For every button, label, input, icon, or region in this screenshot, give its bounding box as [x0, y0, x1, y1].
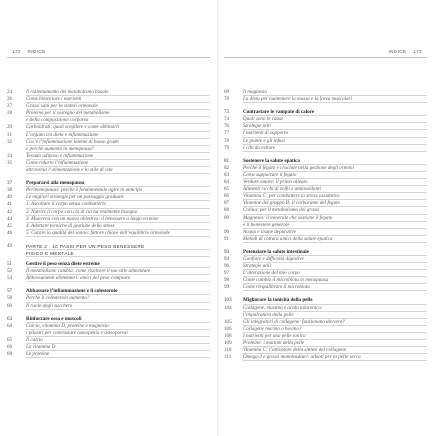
toc-page-number: 24 [7, 89, 13, 95]
toc-entry-title: 5. Curare la qualità del sonno: fattore chiave dell’equilibrio ormonale [26, 229, 170, 236]
left-toc-column [7, 89, 210, 358]
toc-entry-title: Potenziare la salute intestinale [243, 248, 309, 255]
toc-entry [7, 303, 210, 310]
toc-page-number: 98 [224, 277, 230, 284]
toc-page-number: 66 [7, 344, 13, 350]
toc-entry-title: Gli integratori di collagene: funzionano davvero? [243, 318, 345, 325]
toc-page-number: 85 [224, 186, 230, 193]
toc-entry [7, 230, 210, 237]
toc-chapter [224, 109, 427, 116]
toc-page-number: 54 [7, 275, 13, 282]
toc-page-number: 88 [224, 207, 230, 214]
toc-entry [224, 207, 427, 214]
toc-chapter [224, 297, 427, 304]
toc-entry-title: 4. Adottare tecniche di gestione dello stress [26, 222, 115, 229]
toc-entry [224, 305, 427, 312]
right-page-number: 173 [413, 49, 422, 54]
toc-page-number: 60 [7, 302, 13, 309]
toc-entry [224, 229, 427, 236]
toc-entry [7, 132, 210, 139]
toc-entry [7, 223, 210, 230]
toc-page-number: 57 [7, 288, 13, 295]
toc-entry [224, 123, 427, 130]
toc-entry [224, 165, 427, 172]
toc-entry-title: La vitamina D [26, 344, 56, 350]
toc-entry-title: L’organo tra dieta e infiammazione [26, 131, 99, 138]
toc-row-rule [26, 256, 210, 257]
toc-page-number: 64 [7, 322, 13, 329]
toc-page-number: 78 [224, 137, 230, 144]
toc-entry [7, 194, 210, 201]
right-section-title: INDICE [388, 49, 407, 54]
toc-page-number: 104 [224, 304, 232, 311]
toc-entry-title: FISICO E MENTALE [26, 250, 74, 256]
toc-entry-title: PARTE 2 · 10 PASSI PER UN PESO BENESSERE [26, 243, 145, 249]
toc-entry [224, 236, 427, 243]
toc-row-rule [243, 242, 427, 243]
toc-entry [224, 200, 427, 207]
toc-entry-title: Sostenere la salute epatica [243, 157, 300, 164]
toc-entry-title: Come riequilibrare il microbiota [243, 284, 310, 291]
toc-entry-title: Abbassamenti alimentari: amici del peso composto [26, 275, 131, 282]
toc-entry-title: Perché il colesterolo aumenta? [26, 295, 90, 302]
toc-page-number: 41 [7, 201, 13, 208]
toc-entry-title: Quali sono le cause [243, 116, 284, 123]
toc-entry [7, 209, 210, 216]
right-running-head [388, 49, 427, 54]
toc-entry [224, 319, 427, 326]
toc-entry [7, 295, 210, 302]
toc-part-heading [7, 250, 210, 257]
toc-page-number: 105 [224, 318, 232, 325]
toc-entry-title: Vitamina C: per combattere lo stress ossidativo [243, 193, 340, 200]
toc-entry-title: Alimenti ricchi di zolfo e antiossidanti [243, 186, 321, 193]
toc-entry [7, 268, 210, 275]
toc-page-number: 89 [224, 214, 230, 221]
toc-page-number: 69 [224, 89, 230, 95]
toc-entry [224, 222, 427, 229]
toc-entry [7, 96, 210, 103]
toc-entry-title: Come bilanciare i nutrienti [26, 96, 82, 103]
toc-entry-title: e perché aumenta in menopausa? [26, 145, 95, 152]
toc-page-number: 76 [224, 123, 230, 130]
toc-entry [224, 145, 427, 152]
toc-page-number: 58 [7, 295, 13, 302]
toc-entry-title: Contrastare le vampate di calore [243, 109, 315, 116]
toc-part-heading [7, 243, 210, 250]
toc-entry-title: Come supportare il fegato [243, 171, 297, 178]
toc-page-number: 51 [7, 261, 13, 268]
left-page-number: 172 [12, 49, 21, 54]
toc-page-number: 40 [7, 194, 13, 201]
toc-entry-title: Vitamine del gruppo B: il carburante del fegato [243, 200, 341, 207]
toc-entry-title: Il magnesio [243, 89, 267, 95]
toc-chapter [7, 316, 210, 323]
toc-page-number: 103 [224, 297, 232, 304]
toc-row-rule [243, 151, 427, 152]
toc-entry [7, 160, 210, 167]
toc-page-number: 31 [7, 131, 13, 138]
toc-entry-title: La dieta per mantenere la massa e la forza muscolari [243, 96, 352, 103]
toc-entry-title: Carboidrati: quali scegliere e come abbinarli [26, 124, 120, 131]
toc-entry [7, 124, 210, 131]
toc-row-rule [243, 102, 427, 103]
right-header-rule [224, 57, 427, 58]
toc-page-number: 110 [224, 347, 232, 354]
toc-entry-title: Il ruolo degli zucchero [26, 302, 73, 309]
toc-entry-title: Perimenopausa: perché è fondamentale agire in anticipo [26, 187, 143, 194]
toc-entry-title: Prepararsi alla menopausa [26, 180, 85, 187]
toc-page-number: 29 [7, 124, 13, 131]
toc-page-number: 26 [7, 96, 13, 103]
toc-entry [224, 347, 427, 354]
toc-entry [224, 215, 427, 222]
toc-entry-title: Collagene marino o bovino? [243, 325, 302, 332]
toc-entry-title: Strategie utili [243, 263, 271, 270]
toc-entry [7, 117, 210, 124]
toc-entry-title: Le piante e gli infusi [243, 137, 285, 144]
toc-entry-title: I nutrienti di supporto [243, 130, 289, 137]
book-gutter [217, 0, 219, 436]
toc-page-number: 52 [7, 268, 13, 275]
toc-row-rule [26, 309, 210, 310]
toc-entry-title: Abbassare l’infiammazione e il colesterolo [26, 288, 118, 295]
toc-entry-title: Le proteine [26, 351, 50, 358]
toc-entry-title: Calcio, vitamina D, proteine e magnesio: [26, 322, 111, 329]
left-section-title: INDICE [27, 49, 46, 54]
toc-page-number: 81 [224, 157, 230, 164]
toc-page-number: 99 [224, 284, 230, 291]
toc-chapter [224, 249, 427, 256]
toc-chapter [7, 261, 210, 268]
right-toc-column [224, 89, 427, 361]
toc-entry [224, 340, 427, 347]
toc-entry [224, 277, 427, 284]
toc-entry-title: Gestire il peso senza diete estreme [26, 261, 100, 268]
toc-page-number: 44 [7, 215, 13, 222]
toc-entry-title: e il benessere generale [243, 221, 290, 228]
toc-page-number: 73 [224, 109, 230, 116]
toc-entry-title: Il rallentamento del metabolismo basale [26, 89, 109, 95]
toc-entry-title: i pilastri per contrastare osteopenia e osteoporosi [26, 329, 128, 336]
toc-page-number: 86 [224, 193, 230, 200]
toc-page-number: 34 [7, 152, 13, 159]
toc-entry [224, 270, 427, 277]
toc-entry [224, 116, 427, 123]
toc-page-number: 37 [7, 180, 13, 187]
toc-entry [7, 323, 210, 330]
toc-entry [224, 263, 427, 270]
toc-chapter [7, 288, 210, 295]
toc-row-rule [243, 290, 427, 291]
toc-entry-title: Colina: per il metabolismo dei grassi [243, 207, 320, 214]
toc-entry [7, 153, 210, 160]
toc-entry [7, 146, 210, 153]
toc-entry [224, 284, 427, 291]
toc-entry-title: Verdure amare: il primo alleato [243, 179, 308, 186]
toc-entry [7, 201, 210, 208]
toc-entry-title: Tessuto adiposo e infiammazione [26, 152, 94, 159]
toc-page-number: 87 [224, 200, 230, 207]
toc-page-number: 90 [224, 228, 230, 235]
toc-page-number: 65 [7, 336, 13, 343]
toc-entry-title: Magnesio: il minerale che sostiene il fegato [243, 214, 333, 221]
toc-entry-title: Metodi di cottura amici della salute epatica [243, 235, 333, 242]
toc-page-number: 35 [7, 159, 13, 166]
toc-page-number: 63 [7, 315, 13, 322]
toc-page-number: 82 [224, 164, 230, 171]
toc-entry-title: L’alterazione del mio corpo [243, 270, 300, 277]
toc-page-number: 49 [7, 242, 13, 249]
toc-entry-title: Grassi sani per la sintesi ormonale [26, 103, 98, 110]
toc-chapter [224, 158, 427, 165]
toc-page-number: 46 [7, 229, 13, 236]
toc-page-number: 93 [224, 248, 230, 255]
toc-entry-title: Come ridurre l’infiammazione [26, 159, 89, 166]
toc-entry [224, 172, 427, 179]
toc-page-number: 32 [7, 138, 13, 145]
toc-entry-title: Collagene, elastina e acido ialuronico: [243, 304, 323, 311]
toc-entry [224, 256, 427, 263]
toc-page-number: 77 [224, 130, 230, 137]
toc-entry-title: 1. Ascoltare il corpo senza combatterlo [26, 201, 107, 208]
toc-entry-title: Il metabolismo cambia: come risolvere il tuo stile alimentare [26, 268, 151, 275]
toc-entry [224, 312, 427, 319]
toc-entry [224, 333, 427, 340]
toc-entry [7, 139, 210, 146]
toc-page-number: 79 [224, 144, 230, 151]
toc-entry-title: Proteine: i mattoni della pelle [243, 340, 305, 346]
toc-page-number: 68 [7, 351, 13, 358]
toc-entry-title: Strategie utili [243, 123, 271, 130]
left-header-rule [7, 57, 210, 58]
toc-page-number: 111 [224, 354, 232, 361]
toc-page-number: 38 [7, 187, 13, 194]
toc-page-number: 27 [7, 103, 13, 110]
toc-entry-title: Migliorare la tonicità della pelle [243, 297, 313, 304]
toc-page-number: 83 [224, 171, 230, 178]
toc-entry-title: Omega-3 e grassi monoinsaturi: alleati per la pelle secca [243, 354, 361, 361]
toc-entry [7, 351, 210, 358]
toc-entry [7, 167, 210, 174]
toc-entry [7, 187, 210, 194]
toc-entry-title: Il calcio [26, 336, 43, 343]
toc-entry-title: Come cambia il microbiota in menopausa [243, 277, 329, 284]
toc-entry [224, 96, 427, 103]
toc-entry [224, 186, 427, 193]
toc-entry [224, 138, 427, 145]
toc-entry-title: Vitamina C: l’attivatore della sintesi del collagene [243, 347, 346, 354]
toc-page-number: 42 [7, 208, 13, 215]
toc-page-number: 97 [224, 270, 230, 277]
toc-row-rule [26, 173, 210, 174]
toc-page-number: 109 [224, 340, 232, 346]
toc-entry-title: Gonfiore e difficoltà digestive [243, 255, 304, 262]
toc-entry-title: Acqua e tisane depurative [243, 228, 297, 235]
toc-entry-title: Perché il fegato è cruciale nella gestione degli ormoni [243, 164, 354, 171]
toc-row-rule [26, 281, 210, 282]
toc-entry [7, 110, 210, 117]
toc-entry [224, 130, 427, 137]
toc-page-number: 70 [224, 96, 230, 103]
toc-entry-title: 2. Nutrire il corpo con ciò di cui ha realmente bisogno [26, 208, 138, 215]
toc-entry-title: e della composizione corporea [26, 117, 89, 124]
toc-entry-title: Rinforzare ossa e muscoli [26, 315, 82, 322]
toc-entry-title: l’impalcatura della pelle [243, 311, 294, 318]
toc-entry-title: Le migliori strategie per un passaggio graduale [26, 194, 124, 201]
left-running-head [7, 49, 46, 54]
toc-entry [7, 344, 210, 351]
toc-page-number: 28 [7, 110, 13, 117]
toc-entry-title: attraverso l’alimentazione e lo stile di vita [26, 167, 113, 174]
toc-entry [7, 337, 210, 344]
toc-entry [224, 326, 427, 333]
toc-page-number: 91 [224, 235, 230, 242]
toc-entry [7, 275, 210, 282]
toc-entry [7, 216, 210, 223]
toc-entry [7, 89, 210, 96]
toc-page-number: 96 [224, 263, 230, 270]
toc-page-number: 74 [224, 116, 230, 123]
toc-page-number: 94 [224, 255, 230, 262]
toc-row-rule [26, 236, 210, 237]
toc-entry-title: Proteine per il sostegno del metabolismo [26, 110, 110, 117]
toc-entry-title: 3. Muoversi con un nuovo obiettivo: il benessere a lungo termine [26, 215, 159, 222]
toc-entry-title: I cibi da evitare [243, 144, 276, 151]
toc-entry [224, 354, 427, 361]
toc-entry-title: Cos’è l’infiammazione latente di basso grado [26, 138, 119, 145]
toc-entry-title: I nutrienti per una pelle tonica [243, 332, 306, 339]
toc-page-number: 84 [224, 179, 230, 186]
toc-page-number: 106 [224, 325, 232, 332]
toc-page-number: 108 [224, 332, 232, 339]
toc-page-number: 45 [7, 222, 13, 229]
toc-row-rule [26, 357, 210, 358]
toc-entry [7, 330, 210, 337]
toc-row-rule [243, 360, 427, 361]
toc-entry [7, 103, 210, 110]
